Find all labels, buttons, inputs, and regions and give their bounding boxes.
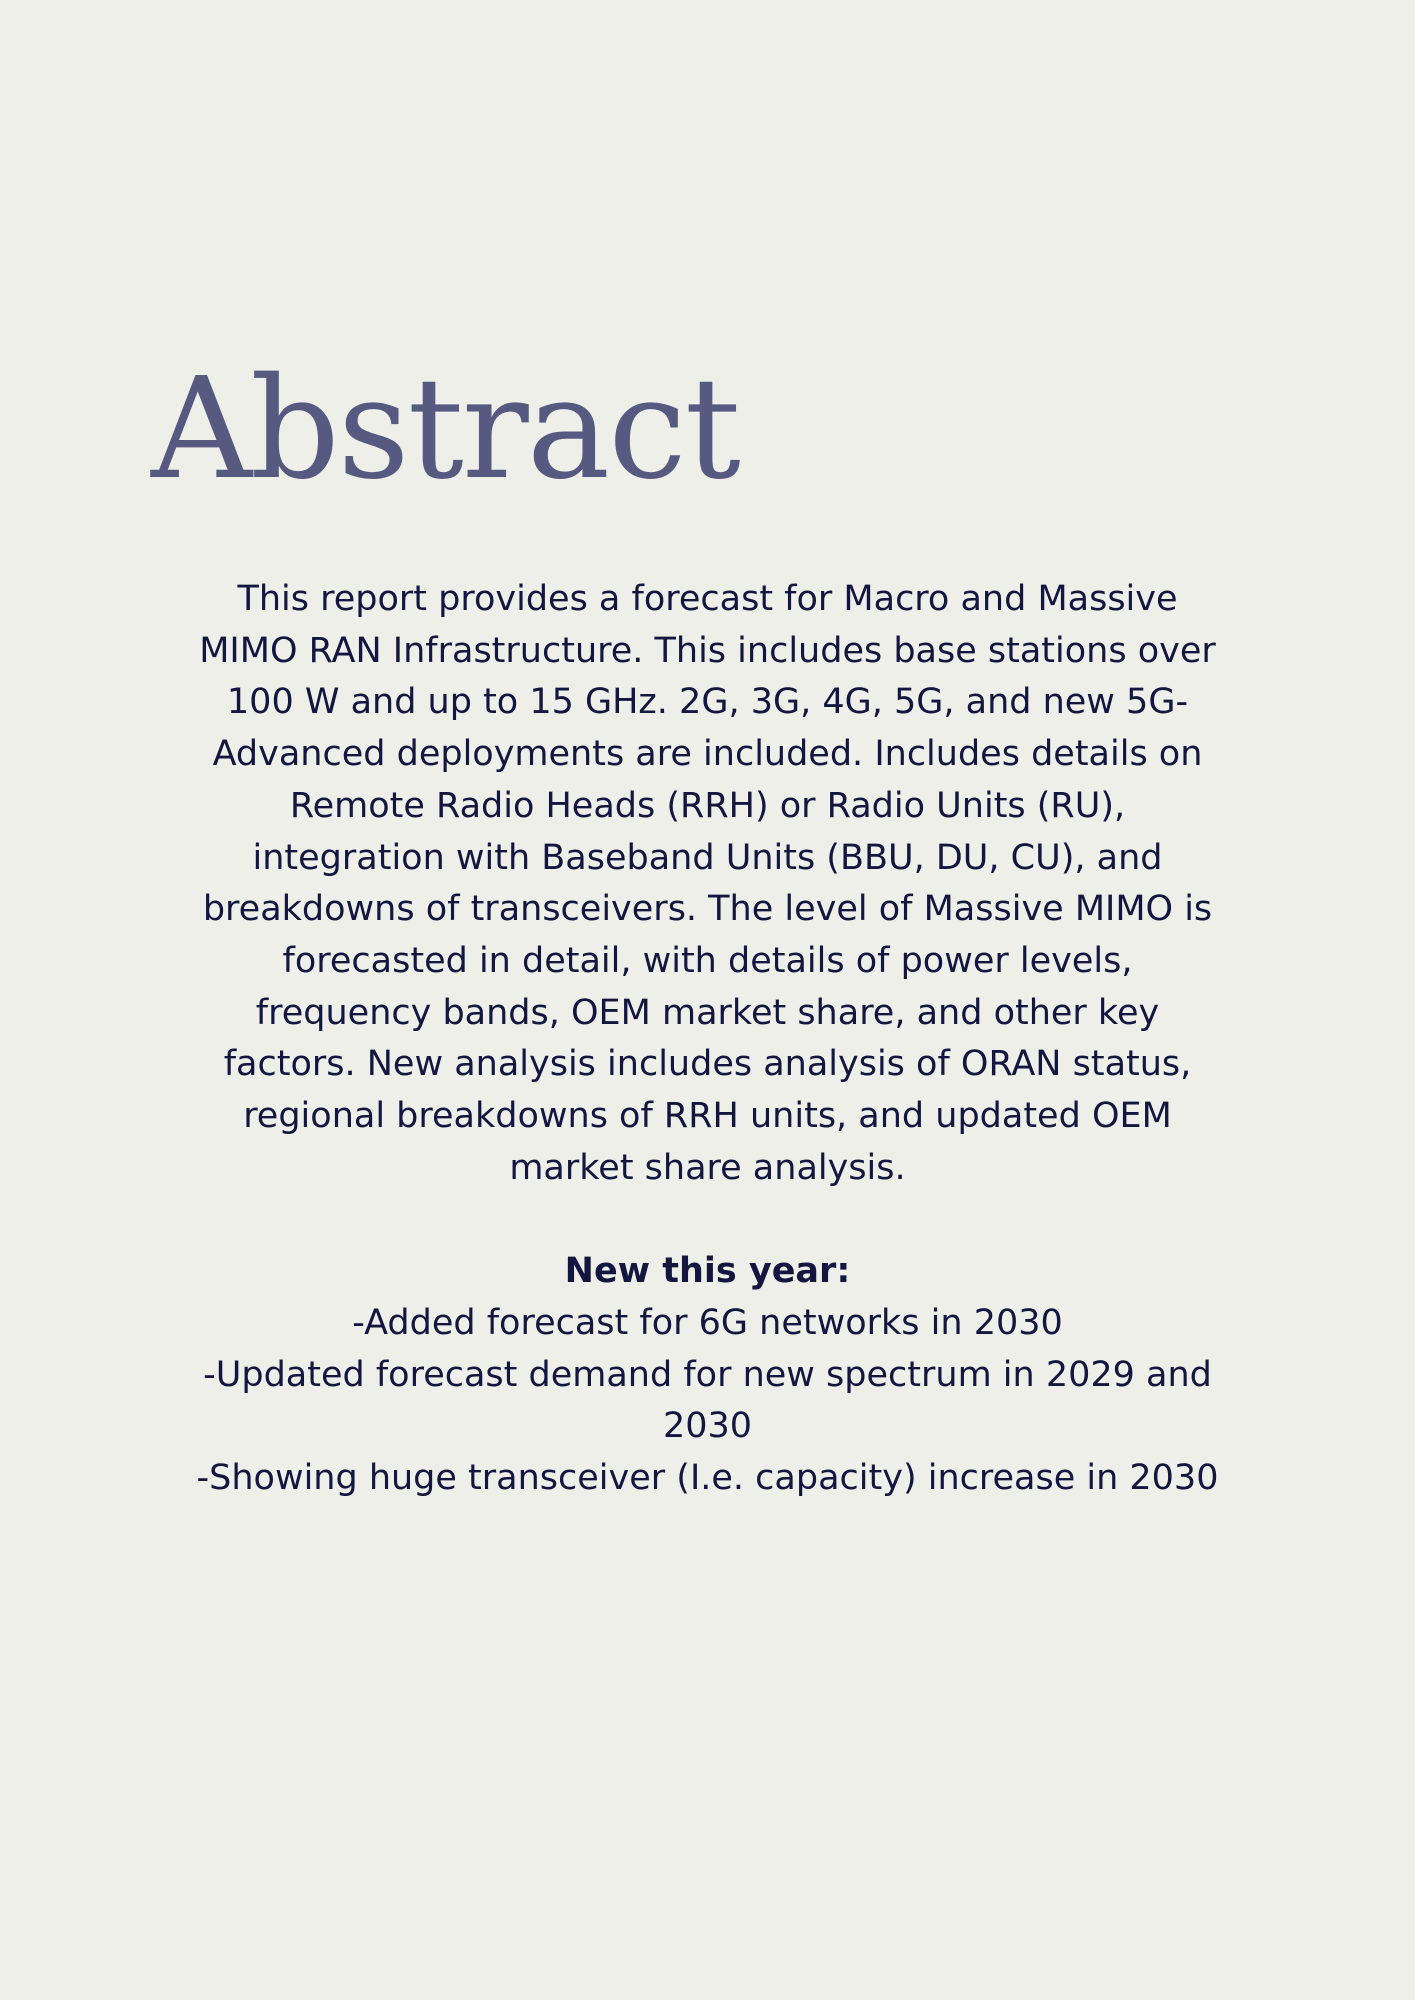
page-title: Abstract <box>151 348 739 511</box>
list-item: -Updated forecast demand for new spectrum in 2029 and 2030 <box>203 1354 1212 1447</box>
abstract-paragraph: This report provides a forecast for Macro and Massive MIMO RAN Infrastructure. This includes base stations over 100 W and up to 15 GHz. 2G, 3G, 4G, 5G, and new 5G-Advanced deployments are included. Includes details on Remote Radio Heads (RRH) or Radio Units (RU), integration with Baseband Units (BBU, DU, CU), and breakdowns of transceivers. The level of Massive MIMO is forecasted in detail, with details of power levels, frequency bands, OEM market share, and other key factors. New analysis includes analysis of ORAN status, regional breakdowns of RRH units, and updated OEM market share analysis. <box>199 579 1216 1188</box>
paragraph-spacer <box>190 1194 1225 1246</box>
list-item: -Added forecast for 6G networks in 2030 <box>352 1302 1063 1343</box>
new-this-year-list <box>190 1298 1225 1505</box>
new-this-year-heading: New this year: <box>564 1251 851 1292</box>
abstract-section <box>190 574 1225 1505</box>
list-item: -Showing huge transceiver (I.e. capacity) increase in 2030 <box>196 1457 1219 1498</box>
